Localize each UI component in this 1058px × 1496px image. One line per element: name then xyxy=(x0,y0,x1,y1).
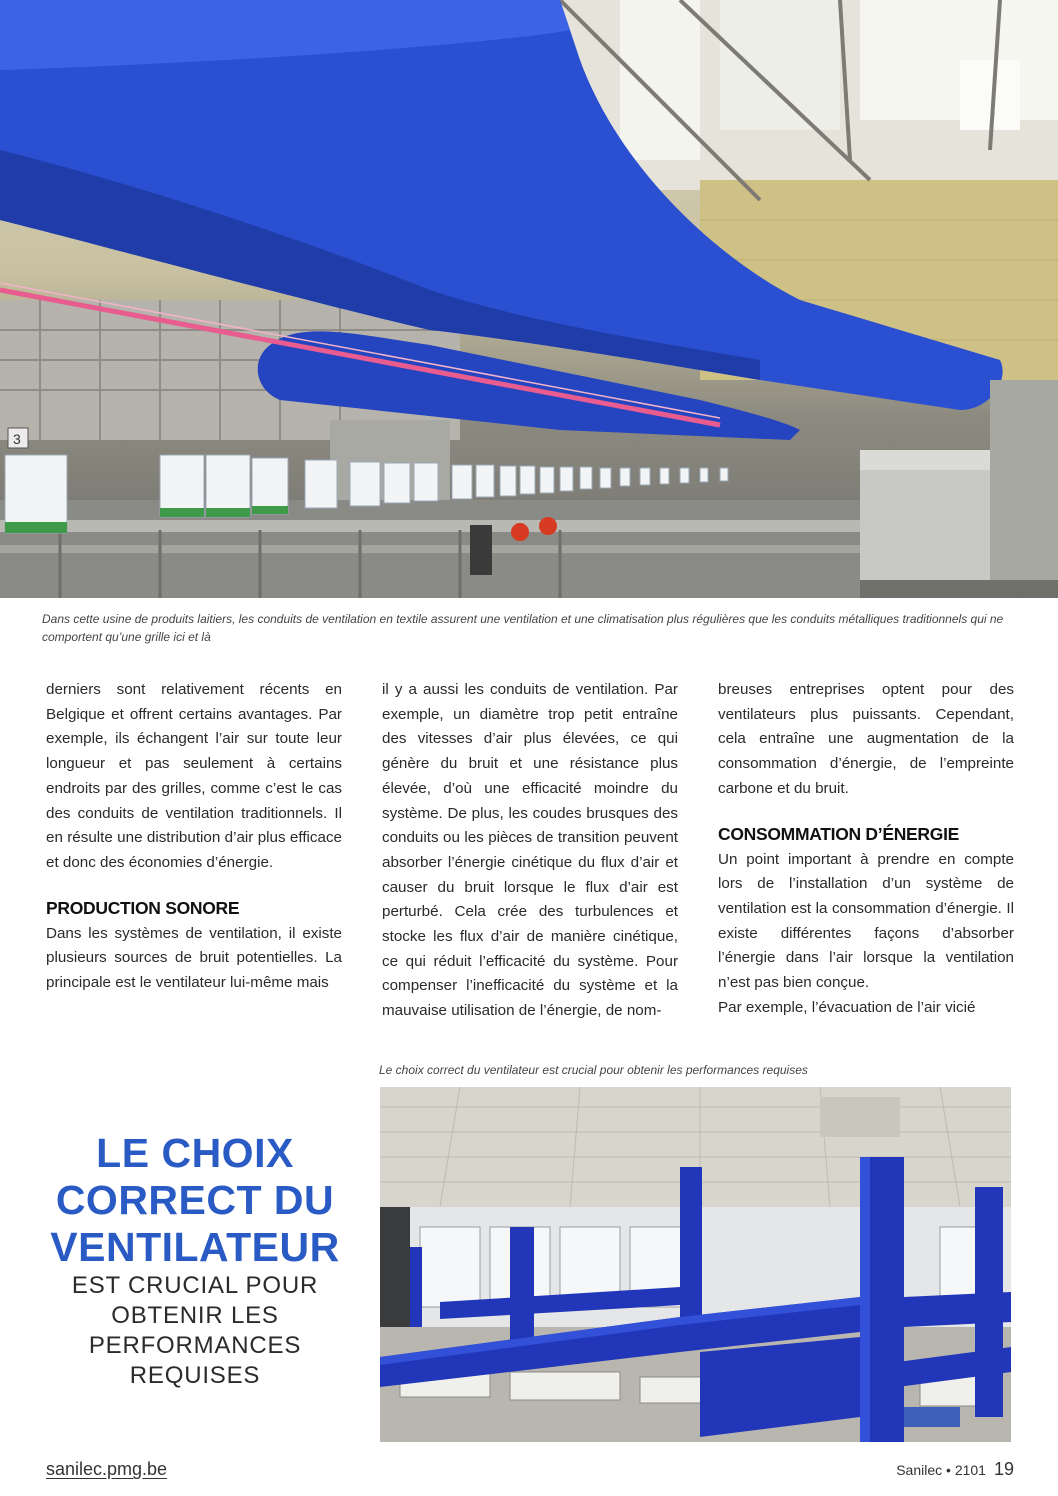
text-column-1 xyxy=(46,678,342,996)
paragraph: il y a aussi les conduits de ventilation. Par exemple, un diamètre trop petit entraîne des vitesses d’air plus élevées, ce qui génère du bruit et une résistance plus élevée, d’où une efficacité moindre du système. De plus, les coudes brusques des conduits ou les pièces de transition peuvent absorber l’énergie cinétique du flux d’air et causer du bruit lorsque le flux d’air est perturbé. Cela crée des turbulences et stocke les flux d’air de manière cinétique, ce qui réduit l’efficacité du système. Pour compenser l’inefficacité du système et la mauvaise utilisation de l’énergie, de nom- xyxy=(382,681,678,1020)
magazine-issue: Sanilec • 2101 xyxy=(896,1462,986,1478)
page-number: 19 xyxy=(993,1459,1014,1479)
pull-quote-subline: PERFORMANCES xyxy=(88,1332,302,1359)
pull-quote-subline: EST CRUCIAL POUR xyxy=(71,1272,319,1299)
pull-quote-line: LE CHOIX xyxy=(96,1130,294,1176)
paragraph: breuses entreprises optent pour des ventilateurs plus puissants. Cependant, cela entraîne une augmentation de la consommation d’énergie, de l’empreinte carbone et du bruit. xyxy=(718,681,1014,797)
section-heading-consommation: CONSOMMATION D’ÉNERGIE xyxy=(718,823,959,844)
paragraph: Un point important à prendre en compte lors de l’installation d’un système de ventilation est la consommation d’énergie. Il existe différentes façons d’absorber l’énergie dans l’air lorsque la ventilation n’est pas bien conçue. xyxy=(718,850,1014,992)
text-column-3 xyxy=(718,678,1014,1020)
bottom-photo-caption: Le choix correct du ventilateur est crucial pour obtenir les performances requises xyxy=(379,1063,808,1077)
pull-quote-subline: REQUISES xyxy=(129,1362,261,1389)
section-heading-production-sonore: PRODUCTION SONORE xyxy=(46,897,240,918)
pull-quote-line: CORRECT DU xyxy=(55,1177,335,1223)
office-illustration xyxy=(380,1087,1011,1442)
paragraph: derniers sont relativement récents en Belgique et offrent certains avantages. Par exemple, ils échangent l’air sur toute leur longueur et pas seulement à certains endroits par des grilles, comme c’est le cas des conduits de ventilation traditionnels. Il en résulte une distribution d’air plus efficace et donc des économies d’énergie. xyxy=(46,681,342,871)
factory-illustration xyxy=(0,0,1058,598)
paragraph: Dans les systèmes de ventilation, il existe plusieurs sources de bruit potentielles. La principale est le ventilateur lui-même mais xyxy=(46,924,342,992)
factory-photo xyxy=(0,0,1058,598)
svg-text:3: 3 xyxy=(13,431,21,447)
page-footer xyxy=(896,1459,1014,1480)
office-photo xyxy=(380,1087,1011,1442)
pull-quote xyxy=(30,1130,360,1391)
website-link[interactable]: sanilec.pmg.be xyxy=(46,1459,168,1479)
pull-quote-subline: OBTENIR LES xyxy=(111,1302,279,1329)
top-photo-caption: Dans cette usine de produits laitiers, les conduits de ventilation en textile assurent une ventilation et une climatisation plus régulières que les conduits métalliques traditionnels qui ne comportent qu’une grille ici et là xyxy=(42,612,1004,644)
text-column-2 xyxy=(382,678,678,1024)
paragraph: Par exemple, l’évacuation de l’air vicié xyxy=(718,998,976,1016)
pull-quote-line: VENTILATEUR xyxy=(50,1224,340,1270)
